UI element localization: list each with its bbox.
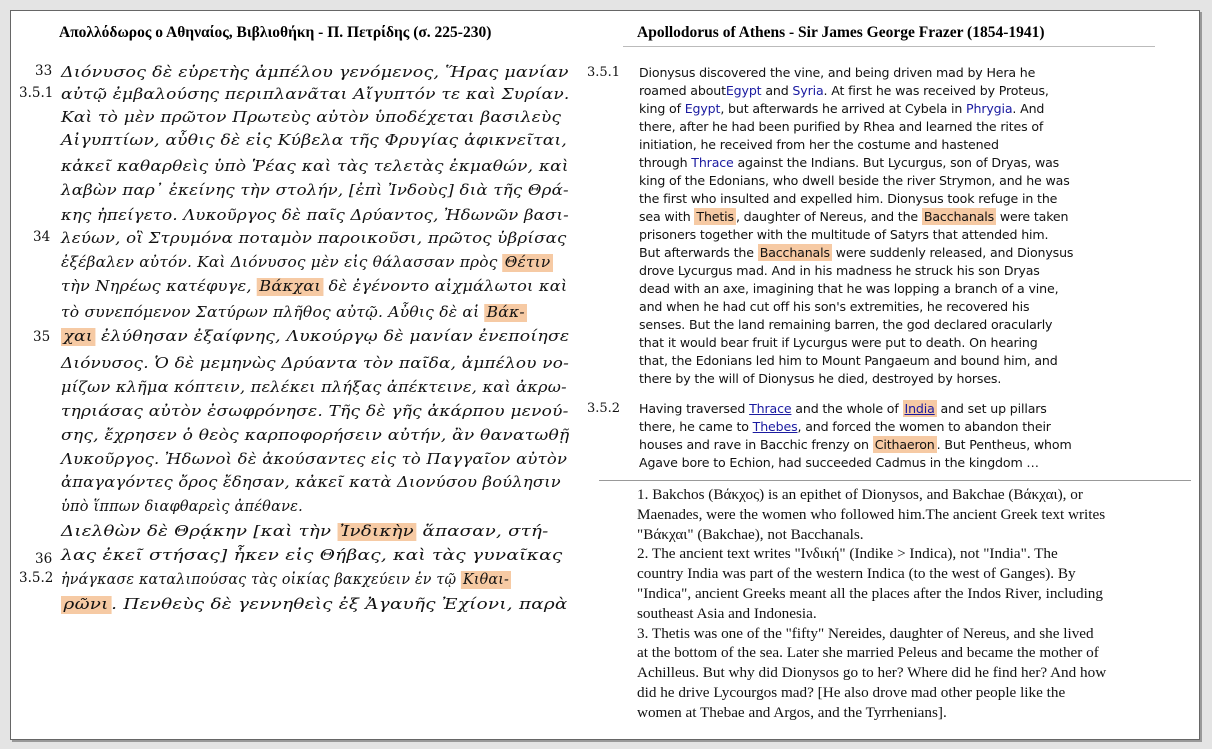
greek-text: . Πενθεὺς δὲ γεννηθεὶς ἐξ Ἀγαυῆς Ἐχίονι, παρὰ: [111, 597, 568, 613]
highlighted-term: ρῶνι: [61, 596, 111, 614]
greek-text: κἀκεῖ καθαρθεὶς ὑπὸ Ῥέας καὶ τὰς τελετὰς ἐκμαθών, καὶ: [61, 159, 569, 175]
translation-line: [639, 173, 1070, 188]
english-section-number: 3.5.2: [587, 401, 621, 416]
footnote-line: at the bottom of the sea. Later she married Peleus and became the mother of: [637, 644, 1099, 662]
translation-text: and: [761, 83, 793, 98]
notes-divider: [599, 480, 1191, 481]
greek-line: [61, 475, 561, 491]
translation-text: Dionysus discovered the vine, and being driven mad by Hera he: [639, 65, 1036, 80]
place-link[interactable]: Thrace: [691, 155, 734, 170]
place-link[interactable]: Thrace: [749, 401, 792, 416]
translation-line: [639, 83, 1049, 98]
translation-line: [639, 137, 999, 152]
greek-line: [61, 231, 567, 247]
highlighted-term: Cithaeron: [874, 437, 935, 452]
footnote-line: Achilleus. But why did Dionysos go to her? Where did he find her? And how: [637, 664, 1107, 682]
translation-text: sea with: [639, 209, 695, 224]
greek-text: ὑπὸ ἵππων διαφθαρεὶς ἀπέθανε.: [61, 499, 303, 515]
greek-text: ἀπαγαγόντες ὄρος ἔδησαν, κἀκεῖ κατὰ Διονύσου βούλησιν: [61, 475, 561, 491]
greek-text: λεύων, οἳ Στρυμόνα ποταμὸν παροικοῦσι, πρῶτος ὑβρίσας: [61, 231, 567, 247]
footnote-line: 1. Bakchos (Βάκχος) is an epithet of Dionysos, and Bakchae (Βάκχαι), or: [637, 486, 1083, 503]
greek-line: [61, 329, 569, 345]
greek-text: ἐξέβαλεν αὐτόν. Καὶ Διόνυσος μὲν εἰς θάλασσαν πρὸς: [61, 255, 503, 271]
place-link[interactable]: Thebes: [752, 419, 798, 434]
translation-line: [639, 263, 1040, 278]
greek-text: τὸ συνεπόμενον Σατύρων πλῆθος αὐτῷ. Αὖθις δὲ αἱ: [61, 305, 485, 321]
translation-line: [639, 155, 1059, 170]
highlighted-term: Βάκχαι: [257, 278, 323, 296]
greek-text: τηριάσας αὐτὸν ἐσωφρόνησε. Τῆς δὲ γῆς ἀκάρπου μενού-: [61, 404, 569, 420]
translation-text: there by the will of Dionysus he died, destroyed by horses.: [639, 371, 1002, 386]
translation-text: roamed about: [639, 83, 726, 98]
translation-text: and the whole of: [791, 401, 903, 416]
greek-line: [61, 597, 568, 613]
greek-text: λας ἐκεῖ στήσας] ἧκεν εἰς Θήβας, καὶ τὰς γυναῖκας: [61, 548, 563, 564]
translation-text: that, the Edonians led him to Mount Pangaeum and bound him, and: [639, 353, 1058, 368]
greek-line: [61, 159, 569, 175]
greek-text: δὲ ἐγένοντο αἰχμάλωτοι καὶ: [323, 279, 568, 295]
greek-text: ἐλύθησαν ἐξαίφνης, Λυκούργῳ δὲ μανίαν ἐνεποίησε: [95, 329, 570, 345]
greek-line: [61, 380, 567, 396]
translation-line: [639, 119, 1043, 134]
greek-text: τὴν Νηρέως κατέφυγε,: [61, 279, 258, 295]
greek-section-number: 3.5.2: [19, 570, 54, 586]
greek-line: [61, 110, 561, 126]
greek-text: σης, ἔχρησεν ὁ θεὸς καρποφορήσειν αὐτήν, ἂν θανατωθῇ: [61, 428, 570, 444]
greek-line: [61, 452, 567, 468]
greek-text: Διόνυσος. Ὁ δὲ μεμηνὼς Δρύαντα τὸν παῖδα, ἀμπέλου νο-: [61, 356, 570, 372]
translation-text: that it would bear fruit if Lycurgus were put to death. On hearing: [639, 335, 1038, 350]
greek-text: αὐτῷ ἐμβαλούσης περιπλανᾶται Αἴγυπτόν τε καὶ Συρίαν.: [61, 87, 570, 103]
translation-text: houses and rave in Bacchic frenzy on: [639, 437, 873, 452]
greek-text: λαβὼν παρ᾿ ἐκείνης τὴν στολήν, [ἐπὶ Ἰνδοὺς] διὰ τῆς Θρά-: [61, 183, 569, 199]
translation-text: the first who insulted and expelled him. Dionysus took refuge in the: [639, 191, 1058, 206]
translation-text: against the Indians. But Lycurgus, son of Dryas, was: [733, 155, 1060, 170]
footnote-line: Maenades, were the women who followed him.The ancient Greek text writes: [637, 505, 1106, 523]
english-section-number: 3.5.1: [587, 65, 621, 80]
greek-paragraph-number: 33: [35, 63, 53, 79]
greek-line: [61, 548, 562, 564]
greek-line: [61, 183, 569, 199]
highlighted-term: Κιθαι-: [462, 572, 509, 588]
footnote-line: women at Thebae and Argos, and the Tyrrhenians].: [637, 703, 947, 721]
translation-line: [639, 401, 1047, 416]
greek-text: κης ἠπείγετο. Λυκοῦργος δὲ παῖς Δρύαντος, Ἠδωνῶν βασι-: [61, 208, 569, 224]
translation-text: and set up pillars: [936, 401, 1047, 416]
place-link[interactable]: India: [904, 401, 935, 416]
greek-text: Καὶ τὸ μὲν πρῶτον Πρωτεὺς αὐτὸν ὑποδέχεται βασιλεὺς: [61, 110, 562, 126]
place-link[interactable]: Egypt: [725, 83, 762, 98]
highlighted-term: Bacchanals: [923, 209, 995, 224]
footnote-line: southeast Asia and Indonesia.: [637, 604, 817, 622]
translation-line: [639, 101, 1044, 116]
translation-text: were suddenly released, and Dionysus: [831, 245, 1074, 260]
translation-text: , but afterwards he arrived at Cybela in: [720, 101, 967, 116]
translation-line: [639, 455, 1039, 470]
translation-text: were taken: [996, 209, 1069, 224]
greek-line: [61, 404, 569, 420]
translation-line: [639, 191, 1057, 206]
translation-line: [639, 335, 1038, 350]
translation-text: drove Lycurgus mad. And in his madness he struck his son Dryas: [639, 263, 1040, 278]
greek-text: Αἰγυπτίων, αὖθις δὲ εἰς Κύβελα τῆς Φρυγίας ἀφικνεῖται,: [61, 133, 568, 149]
translation-line: [639, 353, 1058, 368]
translation-text: king of: [639, 101, 685, 116]
highlighted-term: Thetis: [696, 209, 734, 224]
greek-text: Διελθὼν δὲ Θρᾴκην [καὶ τὴν: [61, 524, 338, 540]
greek-line: [61, 255, 553, 271]
translation-line: [639, 317, 1052, 332]
translation-text: . And: [1012, 101, 1045, 116]
greek-line: [61, 428, 570, 444]
greek-line: [61, 87, 570, 103]
greek-line: [61, 65, 569, 81]
translation-text: senses. But the land remaining barren, the god declared oracularly: [639, 317, 1053, 332]
greek-line: [61, 499, 303, 515]
document-page: [10, 10, 1200, 740]
translation-text: prisoners together with the multitude of Satyrs that attended him.: [639, 227, 1049, 242]
greek-line: [61, 572, 511, 588]
translation-text: king of the Edonians, who dwell beside the river Strymon, and he was: [639, 173, 1070, 188]
greek-text: μίζων κλῆμα κόπτειν, πελέκει πλήξας ἀπέκτεινε, καὶ ἀκρω-: [61, 380, 567, 396]
highlighted-term: Θέτιν: [503, 254, 553, 272]
greek-line: [61, 356, 569, 372]
greek-line: [61, 305, 527, 321]
greek-text: Διόνυσος δὲ εὑρετὴς ἀμπέλου γενόμενος, Ἥρας μανίαν: [61, 65, 569, 81]
translation-text: dead with an axe, imagining that he was lopping a branch of a vine,: [639, 281, 1059, 296]
greek-line: [61, 208, 569, 224]
greek-line: [61, 524, 549, 540]
header-divider: [623, 46, 1155, 47]
greek-text: ἠνάγκασε καταλιπούσας τὰς οἰκίας βακχεύειν ἐν τῷ: [61, 572, 462, 588]
translation-line: [639, 419, 1051, 434]
greek-text-title: Απολλόδωρος ο Αθηναίος, Βιβλιοθήκη - Π. Πετρίδης (σ. 225-230): [59, 24, 492, 41]
translation-line: [639, 371, 1001, 386]
greek-text: Λυκοῦργος. Ἠδωνοὶ δὲ ἀκούσαντες εἰς τὸ Παγγαῖον αὐτὸν: [61, 452, 568, 468]
translation-line: [639, 227, 1048, 242]
english-translation-title: Apollodorus of Athens - Sir James George Frazer (1854-1941): [637, 24, 1045, 41]
place-link[interactable]: Syria: [792, 83, 824, 98]
highlighted-term: χαι: [61, 328, 95, 346]
translation-line: [639, 437, 1072, 452]
translation-text: , daughter of Nereus, and the: [735, 209, 922, 224]
translation-text: But afterwards the: [639, 245, 758, 260]
footnote-line: 2. The ancient text writes "Ινδική" (Indike > Indica), not "India". The: [637, 545, 1058, 563]
footnote-line: country India was part of the western Indica (to the west of Ganges). By: [637, 565, 1076, 583]
greek-section-number: 3.5.1: [19, 85, 54, 101]
greek-line: [61, 279, 567, 295]
footnote-line: did he drive Lycourgos mad? [He also drove mad other people like the: [637, 684, 1066, 701]
place-link[interactable]: Phrygia: [966, 101, 1013, 116]
translation-text: Having traversed: [639, 401, 750, 416]
footnote-line: "Βάκχαι" (Bakchae), not Bacchanals.: [637, 525, 864, 543]
greek-text: ἅπασαν, στή-: [416, 524, 549, 540]
translation-text: and when he had cut off his son's extremities, he recovered his: [639, 299, 1030, 314]
translation-text: . But Pentheus, whom: [936, 437, 1072, 452]
translation-line: [639, 209, 1068, 224]
highlighted-term: Βάκ-: [485, 304, 527, 322]
translation-text: . At first he was received by Proteus,: [823, 83, 1049, 98]
greek-line: [61, 133, 567, 149]
translation-line: [639, 65, 1035, 80]
greek-paragraph-number: 36: [35, 551, 53, 567]
translation-line: [639, 281, 1058, 296]
translation-text: , and forced the women to abandon their: [797, 419, 1051, 434]
footnote-line: "Indica", ancient Greeks meant all the places after the Indos River, including: [637, 585, 1103, 602]
translation-text: there, he came to: [639, 419, 753, 434]
translation-line: [639, 299, 1029, 314]
highlighted-term: Ἰνδικὴν: [337, 523, 416, 541]
translation-text: through: [639, 155, 692, 170]
greek-paragraph-number: 35: [33, 329, 51, 345]
translation-text: there, after he had been purified by Rhea and learned the rites of: [639, 119, 1044, 134]
greek-paragraph-number: 34: [33, 229, 51, 245]
translation-text: initiation, he received from her the costume and hastened: [639, 137, 999, 152]
highlighted-term: Bacchanals: [759, 245, 830, 260]
place-link[interactable]: Egypt: [684, 101, 721, 116]
translation-line: [639, 245, 1073, 260]
translation-text: Agave bore to Echion, had succeeded Cadmus in the kingdom …: [639, 455, 1039, 470]
footnote-line: 3. Thetis was one of the "fifty" Nereides, daughter of Nereus, and she lived: [637, 624, 1094, 642]
